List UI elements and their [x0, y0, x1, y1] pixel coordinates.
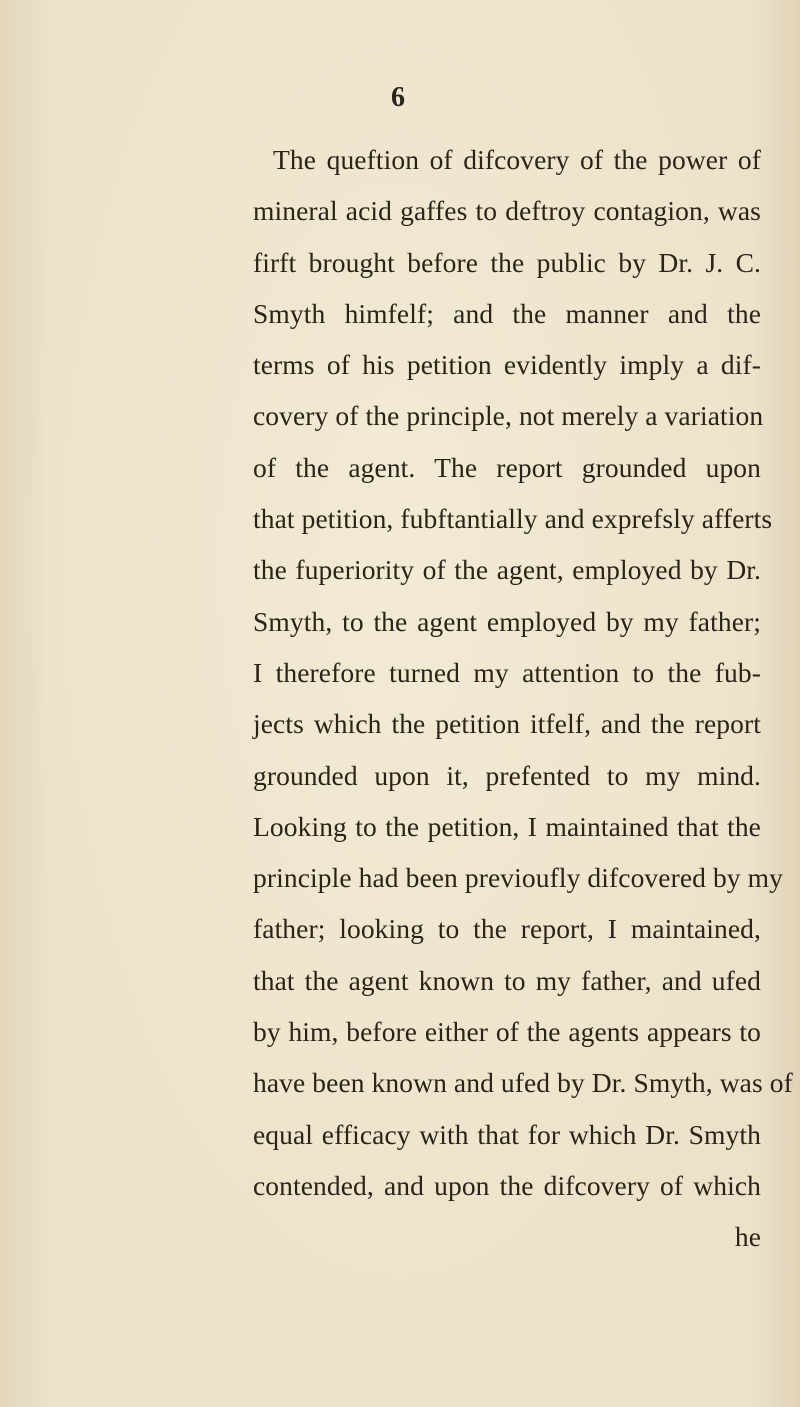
text-line: I therefore turned my attention to the fub- [253, 656, 761, 688]
text-line: have been known and ufed by Dr. Smyth, was of [253, 1067, 793, 1099]
text-line: principle had been previoufly difcovered by my [253, 862, 783, 894]
body-text [253, 134, 793, 1263]
text-line: mineral acid gaffes to deftroy contagion, was [253, 195, 761, 227]
text-line: Smyth, to the agent employed by my father; [253, 605, 761, 637]
catchword: he [734, 1221, 761, 1253]
text-line: jects which the petition itfelf, and the report [253, 708, 761, 740]
text-line: firft brought before the public by Dr. J. C. [253, 246, 761, 278]
text-line: covery of the principle, not merely a variation [253, 400, 764, 432]
text-line: that the agent known to my father, and ufed [253, 964, 761, 996]
text-line: of the agent. The report grounded upon [253, 451, 761, 483]
text-line: the fuperiority of the agent, employed by Dr. [253, 554, 761, 586]
text-line: by him, before either of the agents appears to [253, 1016, 761, 1048]
text-line: terms of his petition evidently imply a dif- [253, 349, 761, 381]
page-number: 6 [391, 82, 405, 113]
text-line: The queftion of difcovery of the power of [273, 144, 761, 175]
text-line: equal efficacy with that for which Dr. Smyth [253, 1118, 761, 1150]
text-line: that petition, fubftantially and exprefsly afferts [253, 503, 773, 535]
text-line: Looking to the petition, I maintained that the [253, 810, 761, 842]
text-line: father; looking to the report, I maintained, [253, 913, 761, 945]
text-line: contended, and upon the difcovery of which [253, 1169, 761, 1201]
text-line: grounded upon it, prefented to my mind. [253, 759, 761, 791]
text-line: Smyth himfelf; and the manner and the [253, 297, 761, 329]
